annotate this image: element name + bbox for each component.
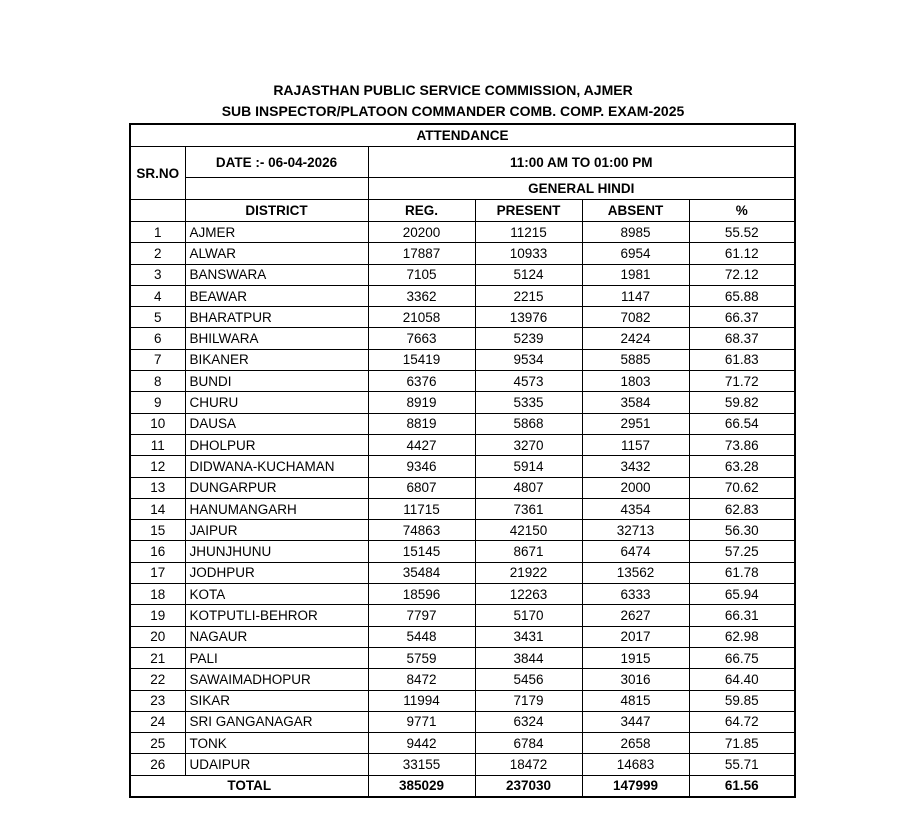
reg-cell: 5448: [368, 626, 475, 647]
col-header-percent: %: [689, 200, 795, 222]
table-row: [130, 456, 795, 477]
percent-cell: 66.54: [689, 413, 795, 434]
sr-no-cell: 25: [130, 733, 185, 754]
table-row: [130, 584, 795, 605]
absent-cell: 3584: [582, 392, 689, 413]
table-row: [130, 477, 795, 498]
col-header-reg: REG.: [368, 200, 475, 222]
district-cell: CHURU: [185, 392, 368, 413]
district-cell: BIKANER: [185, 349, 368, 370]
attendance-caption: ATTENDANCE: [130, 124, 795, 147]
absent-cell: 2627: [582, 605, 689, 626]
caption-row: [130, 124, 795, 147]
total-percent: 61.56: [689, 775, 795, 797]
present-cell: 8671: [475, 541, 582, 562]
absent-cell: 1803: [582, 371, 689, 392]
table-row: [130, 349, 795, 370]
table-row: [130, 285, 795, 306]
table-row: [130, 647, 795, 668]
sr-no-cell: 4: [130, 285, 185, 306]
total-row: [130, 775, 795, 797]
absent-cell: 4354: [582, 498, 689, 519]
table-row: [130, 307, 795, 328]
present-cell: 10933: [475, 243, 582, 264]
reg-cell: 15419: [368, 349, 475, 370]
present-cell: 4807: [475, 477, 582, 498]
reg-cell: 6807: [368, 477, 475, 498]
sr-no-cell: 22: [130, 669, 185, 690]
table-row: [130, 264, 795, 285]
table-row: [130, 605, 795, 626]
table-row: [130, 498, 795, 519]
reg-cell: 17887: [368, 243, 475, 264]
absent-cell: 6954: [582, 243, 689, 264]
present-cell: 4573: [475, 371, 582, 392]
percent-cell: 62.83: [689, 498, 795, 519]
total-reg: 385029: [368, 775, 475, 797]
present-cell: 7179: [475, 690, 582, 711]
present-cell: 18472: [475, 754, 582, 775]
absent-cell: 6333: [582, 584, 689, 605]
percent-cell: 57.25: [689, 541, 795, 562]
percent-cell: 73.86: [689, 434, 795, 455]
present-cell: 9534: [475, 349, 582, 370]
percent-cell: 66.31: [689, 605, 795, 626]
sr-no-cell: 10: [130, 413, 185, 434]
present-cell: 7361: [475, 498, 582, 519]
district-cell: JODHPUR: [185, 562, 368, 583]
district-cell: ALWAR: [185, 243, 368, 264]
district-cell: JAIPUR: [185, 520, 368, 541]
percent-cell: 68.37: [689, 328, 795, 349]
sr-no-cell: 7: [130, 349, 185, 370]
table-row: [130, 371, 795, 392]
col-header-present: PRESENT: [475, 200, 582, 222]
reg-cell: 35484: [368, 562, 475, 583]
percent-cell: 56.30: [689, 520, 795, 541]
reg-cell: 3362: [368, 285, 475, 306]
reg-cell: 4427: [368, 434, 475, 455]
sr-no-cell: 19: [130, 605, 185, 626]
present-cell: 6324: [475, 711, 582, 732]
percent-cell: 64.72: [689, 711, 795, 732]
sr-no-cell: 8: [130, 371, 185, 392]
present-cell: 3431: [475, 626, 582, 647]
district-cell: DHOLPUR: [185, 434, 368, 455]
present-cell: 5124: [475, 264, 582, 285]
percent-cell: 71.85: [689, 733, 795, 754]
percent-cell: 61.83: [689, 349, 795, 370]
district-cell: SAWAIMADHOPUR: [185, 669, 368, 690]
absent-cell: 3016: [582, 669, 689, 690]
percent-cell: 72.12: [689, 264, 795, 285]
present-cell: 5335: [475, 392, 582, 413]
reg-cell: 11994: [368, 690, 475, 711]
reg-cell: 8472: [368, 669, 475, 690]
total-absent: 147999: [582, 775, 689, 797]
absent-cell: 1915: [582, 647, 689, 668]
table-row: [130, 626, 795, 647]
district-cell: KOTA: [185, 584, 368, 605]
present-cell: 6784: [475, 733, 582, 754]
col-header-district: DISTRICT: [185, 200, 368, 222]
sr-no-cell: 5: [130, 307, 185, 328]
reg-cell: 7797: [368, 605, 475, 626]
district-cell: BEAWAR: [185, 285, 368, 306]
present-cell: 12263: [475, 584, 582, 605]
table-row: [130, 392, 795, 413]
percent-cell: 59.82: [689, 392, 795, 413]
present-cell: 11215: [475, 222, 582, 243]
percent-cell: 64.40: [689, 669, 795, 690]
percent-cell: 61.12: [689, 243, 795, 264]
percent-cell: 65.88: [689, 285, 795, 306]
sr-no-cell: 23: [130, 690, 185, 711]
sr-no-cell: 17: [130, 562, 185, 583]
exam-title: SUB INSPECTOR/PLATOON COMMANDER COMB. COMP. EXAM-2025: [221, 103, 685, 119]
reg-cell: 15145: [368, 541, 475, 562]
district-cell: BHILWARA: [185, 328, 368, 349]
sr-no-cell: 21: [130, 647, 185, 668]
reg-cell: 9771: [368, 711, 475, 732]
table-row: [130, 541, 795, 562]
report-title: RAJASTHAN PUBLIC SERVICE COMMISSION, AJMER: [273, 82, 633, 98]
total-present: 237030: [475, 775, 582, 797]
sr-no-cell: 11: [130, 434, 185, 455]
absent-cell: 14683: [582, 754, 689, 775]
reg-cell: 5759: [368, 647, 475, 668]
percent-cell: 55.71: [689, 754, 795, 775]
absent-cell: 1147: [582, 285, 689, 306]
reg-cell: 21058: [368, 307, 475, 328]
present-cell: 42150: [475, 520, 582, 541]
time-label: 11:00 AM TO 01:00 PM: [368, 147, 795, 178]
absent-cell: 13562: [582, 562, 689, 583]
sr-no-cell: 14: [130, 498, 185, 519]
district-cell: DAUSA: [185, 413, 368, 434]
percent-cell: 71.72: [689, 371, 795, 392]
district-cell: SIKAR: [185, 690, 368, 711]
sr-no-cell: 13: [130, 477, 185, 498]
percent-cell: 63.28: [689, 456, 795, 477]
percent-cell: 66.75: [689, 647, 795, 668]
sr-no-cell: 9: [130, 392, 185, 413]
absent-cell: 4815: [582, 690, 689, 711]
district-cell: DUNGARPUR: [185, 477, 368, 498]
percent-cell: 61.78: [689, 562, 795, 583]
reg-cell: 11715: [368, 498, 475, 519]
sr-no-cell: 6: [130, 328, 185, 349]
total-label: TOTAL: [130, 775, 368, 797]
sr-no-cell: 26: [130, 754, 185, 775]
reg-cell: 20200: [368, 222, 475, 243]
district-cell: SRI GANGANAGAR: [185, 711, 368, 732]
reg-cell: 33155: [368, 754, 475, 775]
percent-cell: 66.37: [689, 307, 795, 328]
absent-cell: 3447: [582, 711, 689, 732]
column-header-row: [130, 200, 795, 222]
present-cell: 21922: [475, 562, 582, 583]
table-row: [130, 413, 795, 434]
percent-cell: 70.62: [689, 477, 795, 498]
present-cell: 5239: [475, 328, 582, 349]
date-label: DATE :- 06-04-2026: [185, 147, 368, 178]
srno-header-spacer: [130, 200, 185, 222]
absent-cell: 8985: [582, 222, 689, 243]
reg-cell: 8819: [368, 413, 475, 434]
table-row: [130, 328, 795, 349]
percent-cell: 65.94: [689, 584, 795, 605]
percent-cell: 59.85: [689, 690, 795, 711]
sr-no-cell: 24: [130, 711, 185, 732]
absent-cell: 2951: [582, 413, 689, 434]
district-cell: BHARATPUR: [185, 307, 368, 328]
reg-cell: 18596: [368, 584, 475, 605]
table-row: [130, 733, 795, 754]
percent-cell: 62.98: [689, 626, 795, 647]
district-cell: BANSWARA: [185, 264, 368, 285]
present-cell: 13976: [475, 307, 582, 328]
present-cell: 3844: [475, 647, 582, 668]
absent-cell: 2424: [582, 328, 689, 349]
district-cell: BUNDI: [185, 371, 368, 392]
present-cell: 5456: [475, 669, 582, 690]
absent-cell: 3432: [582, 456, 689, 477]
sr-no-cell: 12: [130, 456, 185, 477]
col-header-absent: ABSENT: [582, 200, 689, 222]
table-row: [130, 754, 795, 775]
table-row: [130, 520, 795, 541]
present-cell: 5868: [475, 413, 582, 434]
absent-cell: 5885: [582, 349, 689, 370]
district-cell: HANUMANGARH: [185, 498, 368, 519]
reg-cell: 6376: [368, 371, 475, 392]
district-cell: NAGAUR: [185, 626, 368, 647]
date-label-spacer: [185, 178, 368, 200]
district-cell: AJMER: [185, 222, 368, 243]
present-cell: 5170: [475, 605, 582, 626]
table-row: [130, 669, 795, 690]
district-cell: TONK: [185, 733, 368, 754]
absent-cell: 32713: [582, 520, 689, 541]
absent-cell: 2017: [582, 626, 689, 647]
absent-cell: 7082: [582, 307, 689, 328]
sr-no-cell: 20: [130, 626, 185, 647]
reg-cell: 9442: [368, 733, 475, 754]
srno-header: SR.NO: [130, 147, 185, 200]
absent-cell: 1157: [582, 434, 689, 455]
reg-cell: 8919: [368, 392, 475, 413]
attendance-table: [129, 123, 796, 798]
present-cell: 2215: [475, 285, 582, 306]
sr-no-cell: 1: [130, 222, 185, 243]
header-row-2: [130, 178, 795, 200]
present-cell: 3270: [475, 434, 582, 455]
reg-cell: 9346: [368, 456, 475, 477]
district-cell: UDAIPUR: [185, 754, 368, 775]
percent-cell: 55.52: [689, 222, 795, 243]
table-row: [130, 434, 795, 455]
sr-no-cell: 15: [130, 520, 185, 541]
absent-cell: 2658: [582, 733, 689, 754]
subject-label: GENERAL HINDI: [368, 178, 795, 200]
table-row: [130, 690, 795, 711]
sr-no-cell: 16: [130, 541, 185, 562]
district-cell: DIDWANA-KUCHAMAN: [185, 456, 368, 477]
table-row: [130, 562, 795, 583]
table-row: [130, 243, 795, 264]
table-row: [130, 222, 795, 243]
district-cell: KOTPUTLI-BEHROR: [185, 605, 368, 626]
table-row: [130, 711, 795, 732]
absent-cell: 6474: [582, 541, 689, 562]
reg-cell: 74863: [368, 520, 475, 541]
absent-cell: 1981: [582, 264, 689, 285]
present-cell: 5914: [475, 456, 582, 477]
district-cell: JHUNJHUNU: [185, 541, 368, 562]
header-row-1: [130, 147, 795, 178]
reg-cell: 7105: [368, 264, 475, 285]
reg-cell: 7663: [368, 328, 475, 349]
district-cell: PALI: [185, 647, 368, 668]
sr-no-cell: 2: [130, 243, 185, 264]
sr-no-cell: 18: [130, 584, 185, 605]
sr-no-cell: 3: [130, 264, 185, 285]
absent-cell: 2000: [582, 477, 689, 498]
